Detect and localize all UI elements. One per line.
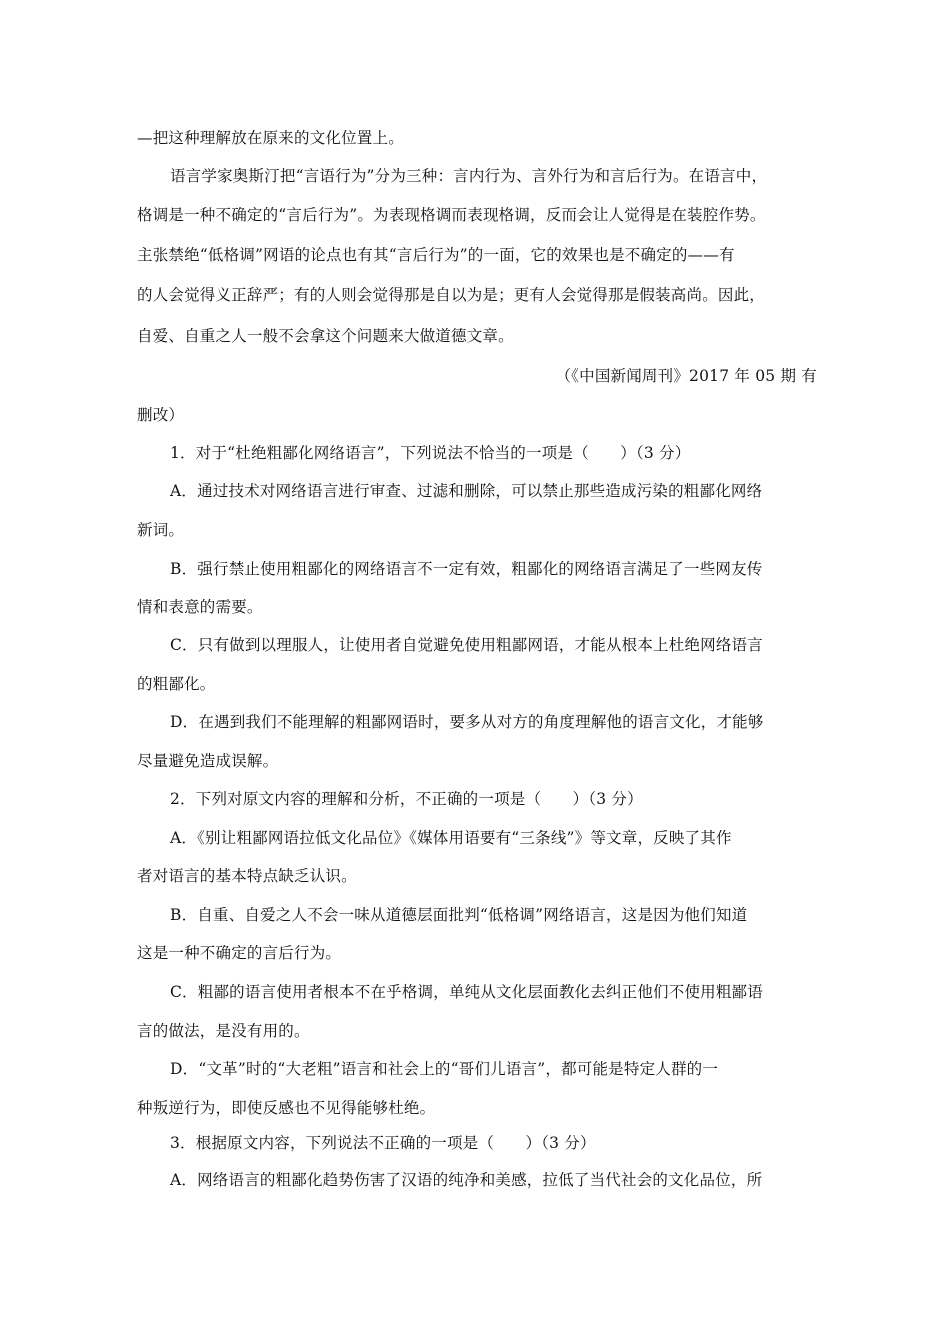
text-line: 情和表意的需要。 [137,598,263,616]
text-line: 者对语言的基本特点缺乏认识。 [137,867,357,885]
text-line: —把这种理解放在原来的文化位置上。 [137,129,404,147]
q2-option-b: B．自重、自爱之人不会一味从道德层面批判“低格调”网络语言，这是因为他们知道 [170,906,748,924]
question-1-stem: 1．对于“杜绝粗鄙化网络语言”，下列说法不恰当的一项是（ ）（3 分） [170,444,691,462]
source-citation: （《中国新闻周刊》2017 年 05 期 有 [555,367,817,385]
text-line: 的人会觉得义正辞严；有的人则会觉得那是自以为是；更有人会觉得那是假装高尚。因此， [137,286,766,304]
text-line: 主张禁绝“低格调”网语的论点也有其“言后行为”的一面，它的效果也是不确定的——有 [137,246,735,264]
text-line: 尽量避免造成误解。 [137,752,279,770]
text-line: 新词。 [137,521,185,539]
text-line: 的粗鄙化。 [137,675,216,693]
q2-option-d: D．“文革”时的“大老粗”语言和社会上的“哥们儿语言”，都可能是特定人群的一 [170,1060,719,1078]
q2-option-c: C．粗鄙的语言使用者根本不在乎格调，单纯从文化层面教化去纠正他们不使用粗鄙语 [170,983,763,1001]
text-line: 这是一种不确定的言后行为。 [137,944,342,962]
q1-option-d: D．在遇到我们不能理解的粗鄙网语时，要多从对方的角度理解他的语言文化，才能够 [170,713,764,731]
text-line: 种叛逆行为，即使反感也不见得能够杜绝。 [137,1099,436,1117]
text-line: 言的做法，是没有用的。 [137,1022,310,1040]
question-2-stem: 2．下列对原文内容的理解和分析，不正确的一项是（ ）（3 分） [170,790,643,808]
q1-option-b: B．强行禁止使用粗鄙化的网络语言不一定有效，粗鄙化的网络语言满足了一些网友传 [170,560,763,578]
text-line: 语言学家奥斯汀把“言语行为”分为三种：言内行为、言外行为和言后行为。在语言中， [170,167,768,185]
q3-option-a: A．网络语言的粗鄙化趋势伤害了汉语的纯净和美感，拉低了当代社会的文化品位，所 [170,1171,763,1189]
q1-option-a: A．通过技术对网络语言进行审查、过滤和删除，可以禁止那些造成污染的粗鄙化网络 [170,482,763,500]
q2-option-a: A．《别让粗鄙网语拉低文化品位》《媒体用语要有“三条线”》等文章，反映了其作 [170,829,732,847]
text-line: 自爱、自重之人一般不会拿这个问题来大做道德文章。 [137,327,514,345]
q1-option-c: C．只有做到以理服人，让使用者自觉避免使用粗鄙网语，才能从根本上杜绝网络语言 [170,636,763,654]
text-line: 删改） [137,406,185,424]
text-line: 格调是一种不确定的“言后行为”。为表现格调而表现格调，反而会让人觉得是在装腔作势。 [137,206,766,224]
question-3-stem: 3．根据原文内容，下列说法不正确的一项是（ ）（3 分） [170,1134,596,1152]
